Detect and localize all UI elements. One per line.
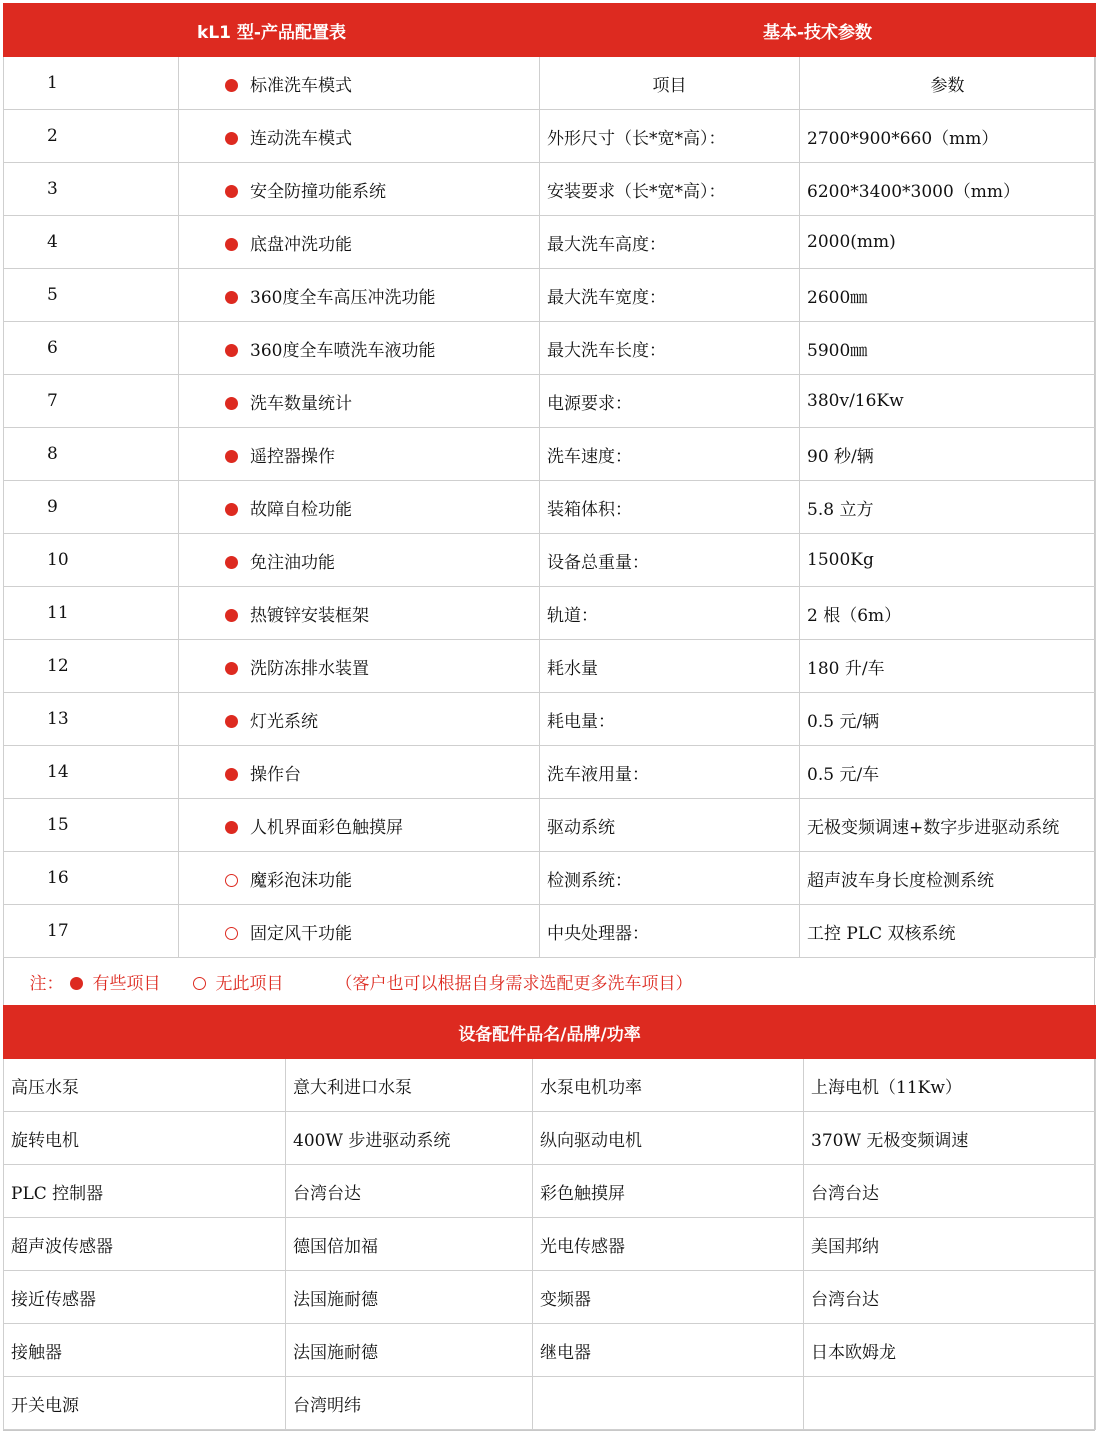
spec-value: 90 秒/辆 xyxy=(800,428,1096,481)
feature-label: 360度全车高压冲洗功能 xyxy=(250,287,436,308)
spec-item: 设备总重量： xyxy=(540,534,800,587)
item-number: 6 xyxy=(4,322,179,375)
parts-cell: 德国倍加福 xyxy=(286,1218,533,1271)
spec-value: 超声波车身长度检测系统 xyxy=(800,852,1096,905)
table-row xyxy=(4,1059,1096,1112)
parts-cell: 纵向驱动电机 xyxy=(533,1112,804,1165)
table-row xyxy=(4,428,1096,481)
spec-value: 5.8 立方 xyxy=(800,481,1096,534)
table-row xyxy=(4,322,1096,375)
table-row xyxy=(4,587,1096,640)
table-row xyxy=(4,905,1096,958)
table-row xyxy=(4,481,1096,534)
feature-cell xyxy=(179,57,540,110)
config-title: kL1 型-产品配置表 xyxy=(4,4,540,57)
parts-cell: 370W 无极变频调速 xyxy=(804,1112,1096,1165)
parts-cell: 台湾明纬 xyxy=(286,1377,533,1430)
table-row xyxy=(4,693,1096,746)
spec-item: 外形尺寸（长*宽*高）： xyxy=(540,110,800,163)
item-number: 8 xyxy=(4,428,179,481)
hollow-circle-icon xyxy=(225,927,238,940)
item-number: 11 xyxy=(4,587,179,640)
item-number: 9 xyxy=(4,481,179,534)
table-row xyxy=(4,216,1096,269)
table-row xyxy=(4,1377,1096,1430)
spec-value: 180 升/车 xyxy=(800,640,1096,693)
parts-cell: 高压水泵 xyxy=(4,1059,286,1112)
spec-value: 工控 PLC 双核系统 xyxy=(800,905,1096,958)
table-row xyxy=(4,269,1096,322)
spec-value: 0.5 元/车 xyxy=(800,746,1096,799)
spec-value: 0.5 元/辆 xyxy=(800,693,1096,746)
item-number: 1 xyxy=(4,57,179,110)
feature-cell xyxy=(179,216,540,269)
parts-cell: 台湾台达 xyxy=(804,1165,1096,1218)
filled-circle-icon xyxy=(225,715,238,728)
parts-cell: 台湾台达 xyxy=(804,1271,1096,1324)
spec-item: 轨道： xyxy=(540,587,800,640)
parts-cell: 法国施耐德 xyxy=(286,1324,533,1377)
parts-cell: 台湾台达 xyxy=(286,1165,533,1218)
feature-label: 灯光系统 xyxy=(250,711,318,732)
parts-cell xyxy=(533,1377,804,1430)
table-row xyxy=(4,1218,1096,1271)
table-row xyxy=(4,799,1096,852)
feature-label: 固定风干功能 xyxy=(250,923,352,944)
table-row xyxy=(4,534,1096,587)
note-has-label: 有些项目 xyxy=(92,974,161,994)
filled-circle-icon xyxy=(225,556,238,569)
filled-circle-icon xyxy=(225,662,238,675)
table-row xyxy=(4,852,1096,905)
feature-cell xyxy=(179,110,540,163)
parts-cell: 法国施耐德 xyxy=(286,1271,533,1324)
feature-cell xyxy=(179,269,540,322)
filled-circle-icon xyxy=(225,503,238,516)
feature-cell xyxy=(179,322,540,375)
feature-label: 底盘冲洗功能 xyxy=(250,234,352,255)
feature-cell xyxy=(179,852,540,905)
item-number: 2 xyxy=(4,110,179,163)
spec-item: 耗水量 xyxy=(540,640,800,693)
table-row xyxy=(4,746,1096,799)
spec-item: 驱动系统 xyxy=(540,799,800,852)
parts-cell: 继电器 xyxy=(533,1324,804,1377)
feature-cell xyxy=(179,640,540,693)
parts-cell: 接触器 xyxy=(4,1324,286,1377)
feature-label: 洗车数量统计 xyxy=(250,393,352,414)
spec-column-header-value: 参数 xyxy=(800,57,1096,110)
parts-cell: 上海电机（11Kw） xyxy=(804,1059,1096,1112)
spec-value: 2600㎜ xyxy=(800,269,1096,322)
filled-circle-icon xyxy=(225,238,238,251)
item-number: 16 xyxy=(4,852,179,905)
feature-label: 360度全车喷洗车液功能 xyxy=(250,340,436,361)
parts-cell: 光电传感器 xyxy=(533,1218,804,1271)
parts-cell: 日本欧姆龙 xyxy=(804,1324,1096,1377)
table-row xyxy=(4,1324,1096,1377)
spec-value: 6200*3400*3000（mm） xyxy=(800,163,1096,216)
parts-title: 设备配件品名/品牌/功率 xyxy=(4,1006,1096,1059)
spec-item: 安装要求（长*宽*高）： xyxy=(540,163,800,216)
item-number: 12 xyxy=(4,640,179,693)
parts-cell: 意大利进口水泵 xyxy=(286,1059,533,1112)
spec-value: 2000(mm) xyxy=(800,216,1096,269)
spec-value: 5900㎜ xyxy=(800,322,1096,375)
table-row xyxy=(4,640,1096,693)
feature-label: 洗防冻排水装置 xyxy=(250,658,369,679)
feature-label: 安全防撞功能系统 xyxy=(250,181,386,202)
item-number: 15 xyxy=(4,799,179,852)
spec-item: 电源要求： xyxy=(540,375,800,428)
spec-item: 最大洗车高度： xyxy=(540,216,800,269)
parts-cell: 旋转电机 xyxy=(4,1112,286,1165)
feature-cell xyxy=(179,746,540,799)
filled-circle-icon xyxy=(225,291,238,304)
feature-label: 遥控器操作 xyxy=(250,446,335,467)
parts-cell: 开关电源 xyxy=(4,1377,286,1430)
spec-value: 380v/16Kw xyxy=(800,375,1096,428)
table-row xyxy=(4,57,1096,110)
table-row xyxy=(4,1271,1096,1324)
legend-note xyxy=(4,958,1096,1006)
spec-column-header-item: 项目 xyxy=(540,57,800,110)
filled-circle-icon xyxy=(225,397,238,410)
parts-table xyxy=(3,1005,1096,1430)
item-number: 10 xyxy=(4,534,179,587)
hollow-circle-icon xyxy=(193,977,206,990)
spec-value: 2700*900*660（mm） xyxy=(800,110,1096,163)
spec-item: 检测系统： xyxy=(540,852,800,905)
parts-cell: 超声波传感器 xyxy=(4,1218,286,1271)
filled-circle-icon xyxy=(225,132,238,145)
note-none-label: 无此项目 xyxy=(215,974,284,994)
parts-cell: 接近传感器 xyxy=(4,1271,286,1324)
feature-cell xyxy=(179,693,540,746)
feature-label: 连动洗车模式 xyxy=(250,128,352,149)
spec-item: 耗电量： xyxy=(540,693,800,746)
feature-cell xyxy=(179,163,540,216)
feature-cell xyxy=(179,375,540,428)
item-number: 13 xyxy=(4,693,179,746)
spec-item: 最大洗车长度： xyxy=(540,322,800,375)
feature-label: 魔彩泡沫功能 xyxy=(250,870,352,891)
item-number: 4 xyxy=(4,216,179,269)
feature-label: 热镀锌安装框架 xyxy=(250,605,369,626)
feature-cell xyxy=(179,534,540,587)
spec-value: 1500Kg xyxy=(800,534,1096,587)
table-row xyxy=(4,375,1096,428)
parts-cell: 变频器 xyxy=(533,1271,804,1324)
item-number: 7 xyxy=(4,375,179,428)
filled-circle-icon xyxy=(225,79,238,92)
spec-item: 中央处理器： xyxy=(540,905,800,958)
table-row xyxy=(4,163,1096,216)
feature-cell xyxy=(179,799,540,852)
item-number: 14 xyxy=(4,746,179,799)
filled-circle-icon xyxy=(225,821,238,834)
parts-cell: 彩色触摸屏 xyxy=(533,1165,804,1218)
filled-circle-icon xyxy=(225,609,238,622)
config-spec-table xyxy=(3,3,1096,1006)
spec-item: 洗车液用量： xyxy=(540,746,800,799)
spec-item: 洗车速度： xyxy=(540,428,800,481)
spec-value: 无极变频调速+数字步进驱动系统 xyxy=(800,799,1096,852)
filled-circle-icon xyxy=(225,344,238,357)
item-number: 3 xyxy=(4,163,179,216)
table-row xyxy=(4,1112,1096,1165)
feature-label: 标准洗车模式 xyxy=(250,75,352,96)
hollow-circle-icon xyxy=(225,874,238,887)
feature-cell xyxy=(179,428,540,481)
note-remark: （客户也可以根据自身需求选配更多洗车项目） xyxy=(335,974,693,994)
filled-circle-icon xyxy=(225,450,238,463)
parts-cell: 美国邦纳 xyxy=(804,1218,1096,1271)
table-row xyxy=(4,1165,1096,1218)
feature-label: 人机界面彩色触摸屏 xyxy=(250,817,403,838)
spec-value: 2 根（6m） xyxy=(800,587,1096,640)
feature-cell xyxy=(179,587,540,640)
parts-cell: 水泵电机功率 xyxy=(533,1059,804,1112)
feature-cell xyxy=(179,905,540,958)
feature-label: 故障自检功能 xyxy=(250,499,352,520)
item-number: 17 xyxy=(4,905,179,958)
parts-cell: PLC 控制器 xyxy=(4,1165,286,1218)
feature-cell xyxy=(179,481,540,534)
filled-circle-icon xyxy=(225,768,238,781)
feature-label: 操作台 xyxy=(250,764,301,785)
note-prefix: 注： xyxy=(29,974,64,994)
table-row xyxy=(4,110,1096,163)
spec-item: 装箱体积： xyxy=(540,481,800,534)
parts-cell xyxy=(804,1377,1096,1430)
parts-cell: 400W 步进驱动系统 xyxy=(286,1112,533,1165)
spec-item: 最大洗车宽度： xyxy=(540,269,800,322)
filled-circle-icon xyxy=(225,185,238,198)
filled-circle-icon xyxy=(70,977,83,990)
specs-title: 基本-技术参数 xyxy=(540,4,1096,57)
feature-label: 免注油功能 xyxy=(250,552,335,573)
item-number: 5 xyxy=(4,269,179,322)
